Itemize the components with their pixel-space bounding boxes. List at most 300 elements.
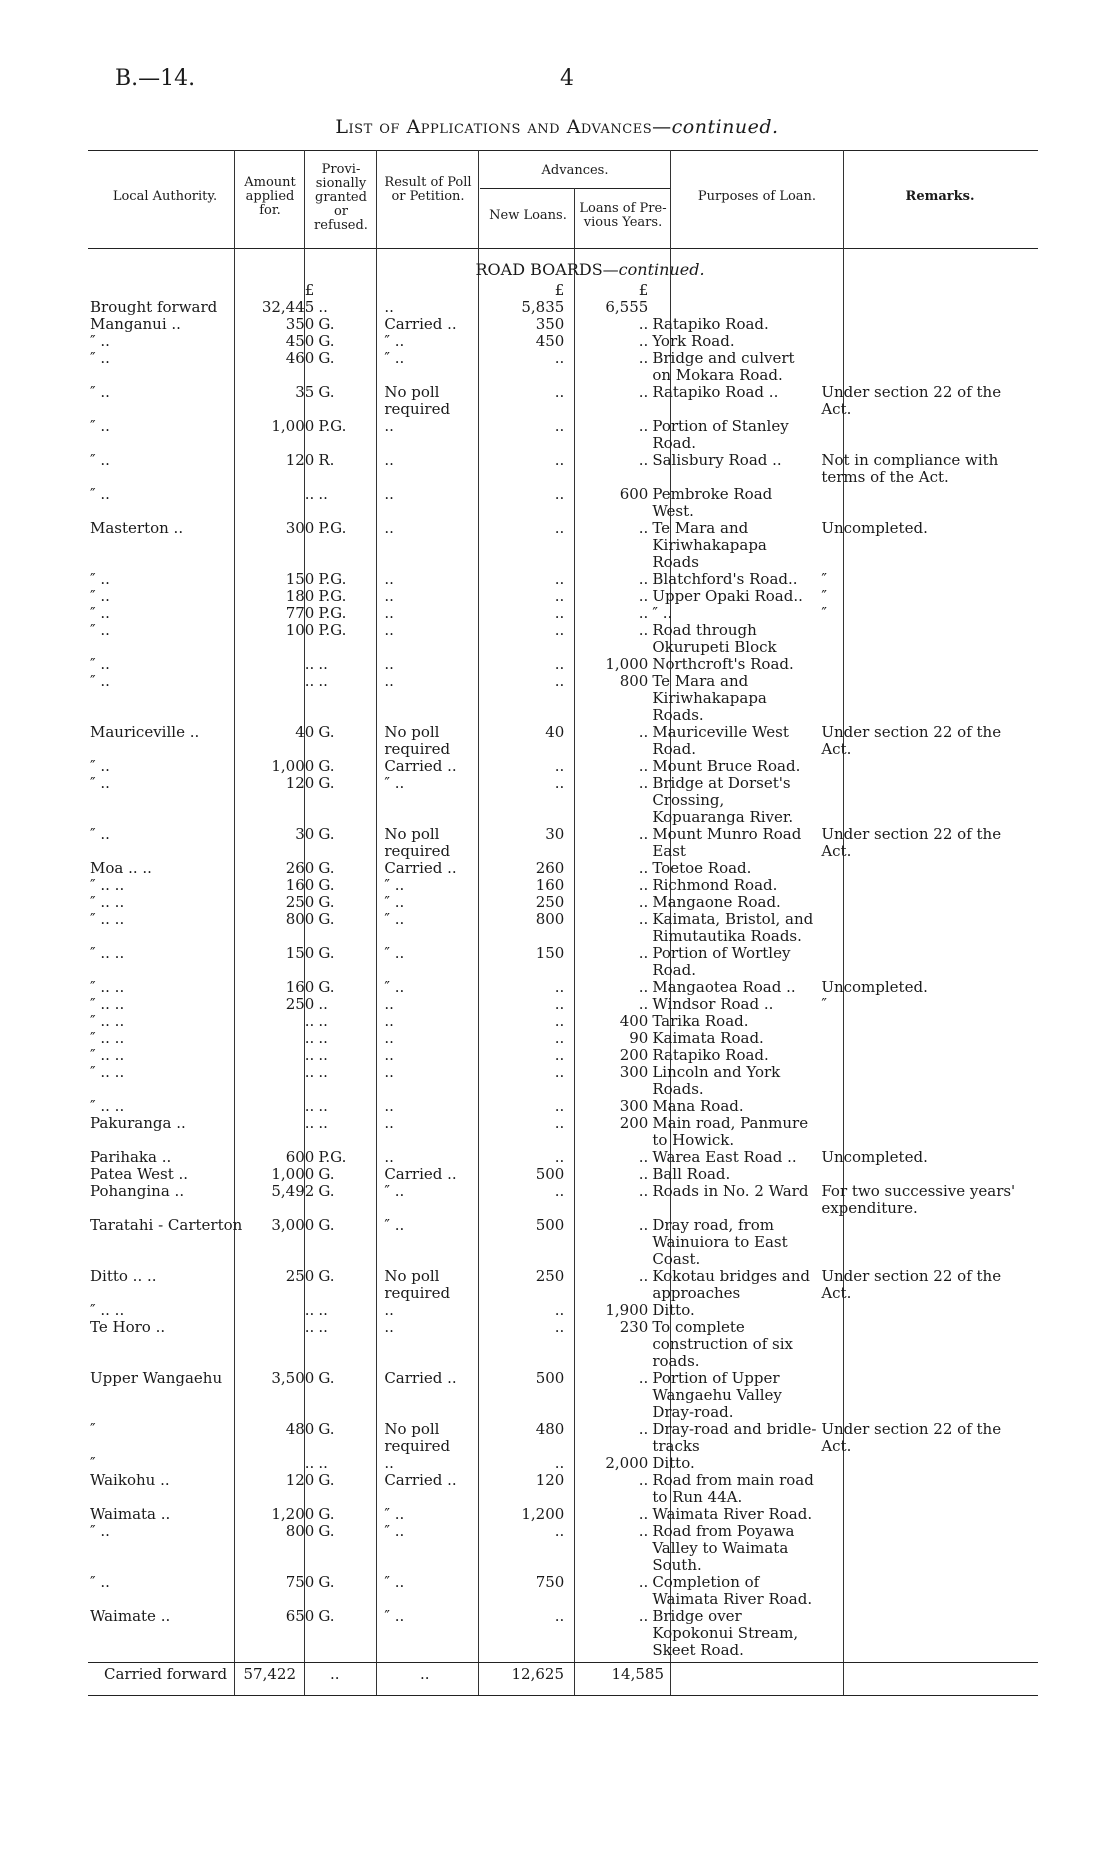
cell-new-loans: .. — [554, 349, 565, 367]
cell-amount: .. — [304, 1301, 315, 1319]
cell-remarks — [819, 673, 1033, 724]
section-title: ROAD BOARDS—continued. — [475, 260, 705, 279]
table-row — [88, 486, 1033, 520]
cell-local-authority: Manganui .. — [90, 316, 181, 333]
cell-result: No poll required — [384, 825, 451, 860]
cell-result: ″ .. — [384, 910, 405, 928]
cell-purpose: Salisbury Road .. — [652, 451, 782, 469]
table-row — [88, 1166, 1033, 1183]
cell-result: .. — [384, 1148, 394, 1166]
cell-purpose: Dray road, from Wainuiora to East Coast. — [652, 1216, 788, 1268]
cell-provisional: G. — [318, 349, 335, 367]
cell-remarks — [819, 1098, 1033, 1115]
cell-local-authority — [88, 282, 244, 299]
cell-previous-loans: 6,555 — [605, 298, 649, 316]
cell-amount: 1,000 — [271, 417, 315, 435]
cell-amount: 250 — [285, 893, 315, 911]
cell-local-authority: ″ .. — [90, 486, 110, 503]
cell-result: ″ .. — [384, 978, 405, 996]
cell-local-authority: ″ .. — [90, 588, 110, 605]
cell-previous-loans: 1,900 — [605, 1301, 649, 1319]
cell-remarks — [819, 1608, 1033, 1659]
header-result: Result of Poll or Petition. — [384, 175, 472, 204]
cell-local-authority: ″ .. — [90, 605, 110, 622]
cell-remarks — [819, 1370, 1033, 1421]
cell-provisional: G. — [318, 1165, 335, 1183]
cell-local-authority: ″ .. .. — [90, 1098, 125, 1115]
cell-remarks — [819, 1047, 1033, 1064]
cell-amount: 32,445 — [261, 298, 315, 316]
cell-local-authority: ″ .. .. — [90, 1047, 125, 1064]
cell-result: ″ .. — [384, 876, 405, 894]
footer-amount: 57,422 — [243, 1665, 296, 1683]
table-row — [88, 418, 1033, 452]
cell-local-authority: ″ .. — [90, 384, 110, 401]
cell-remarks — [819, 1030, 1033, 1047]
cell-provisional: G. — [318, 944, 335, 962]
cell-remarks — [819, 1319, 1033, 1370]
cell-previous-loans: .. — [638, 978, 649, 996]
cell-remarks: Uncompleted. — [821, 519, 928, 537]
table-row — [88, 1421, 1033, 1455]
cell-previous-loans: 300 — [619, 1097, 649, 1115]
cell-result: ″ .. — [384, 944, 405, 962]
cell-provisional: .. — [318, 485, 328, 503]
cell-purpose: Road from main road to Run 44A. — [652, 1471, 814, 1506]
cell-purpose: Mangaotea Road .. — [652, 978, 796, 996]
cell-new-loans: .. — [554, 995, 565, 1013]
cell-previous-loans: 300 — [619, 1063, 649, 1081]
cell-amount: 160 — [285, 876, 315, 894]
cell-purpose: Ratapiko Road. — [652, 315, 769, 333]
cell-amount: .. — [304, 672, 315, 690]
cell-previous-loans: .. — [638, 587, 649, 605]
table-row — [88, 877, 1033, 894]
cell-provisional: P.G. — [318, 621, 347, 639]
page-reference: B.—14. — [115, 66, 196, 91]
cell-result: .. — [384, 1029, 394, 1047]
cell-amount: .. — [304, 1318, 315, 1336]
cell-local-authority: ″ .. — [90, 622, 110, 639]
cell-amount: .. — [304, 1454, 315, 1472]
table-row — [88, 1013, 1033, 1030]
cell-purpose: Richmond Road. — [652, 876, 778, 894]
cell-new-loans: 1,200 — [521, 1505, 565, 1523]
cell-previous-loans: .. — [638, 1471, 649, 1489]
table-row — [88, 724, 1033, 758]
cell-provisional: G. — [318, 876, 335, 894]
header-provisional: Provi-sionally granted or refused. — [314, 162, 368, 233]
cell-amount: 3,000 — [271, 1216, 315, 1234]
cell-remarks: ″ — [821, 995, 827, 1013]
cell-amount: 450 — [285, 332, 315, 350]
table-row — [88, 588, 1033, 605]
cell-remarks — [819, 775, 1033, 826]
table-row — [88, 1370, 1033, 1421]
cell-new-loans: .. — [554, 1012, 565, 1030]
cell-remarks: ″ — [821, 604, 827, 622]
cell-amount: 40 — [295, 723, 315, 741]
cell-remarks: Under section 22 of the Act. — [821, 825, 1002, 860]
table-row — [88, 1115, 1033, 1149]
cell-result — [382, 282, 482, 299]
cell-provisional: .. — [318, 672, 328, 690]
cell-provisional: .. — [318, 995, 328, 1013]
table-row — [88, 1608, 1033, 1659]
cell-new-loans: £ — [554, 281, 565, 299]
cell-purpose: Mangaone Road. — [652, 893, 781, 911]
cell-provisional: G. — [318, 893, 335, 911]
table-row — [88, 979, 1033, 996]
currency-row — [88, 282, 1033, 299]
cell-remarks — [819, 1455, 1033, 1472]
cell-new-loans: .. — [554, 1607, 565, 1625]
cell-provisional: G. — [318, 1607, 335, 1625]
cell-purpose: Portion of Stanley Road. — [652, 417, 789, 452]
cell-amount: 460 — [285, 349, 315, 367]
cell-result: Carried .. — [384, 757, 457, 775]
cell-result: ″ .. — [384, 1573, 405, 1591]
cell-previous-loans: 800 — [619, 672, 649, 690]
cell-local-authority: ″ .. — [90, 1574, 110, 1591]
cell-remarks — [819, 1472, 1033, 1506]
cell-purpose: Pembroke Road West. — [652, 485, 773, 520]
cell-provisional: G. — [318, 723, 335, 741]
cell-remarks — [819, 1523, 1033, 1574]
cell-purpose: Toetoe Road. — [652, 859, 752, 877]
header-purposes: Purposes of Loan. — [697, 189, 817, 204]
cell-new-loans: 350 — [535, 315, 565, 333]
cell-amount: 30 — [295, 825, 315, 843]
cell-remarks: Under section 22 of the Act. — [821, 1267, 1002, 1302]
cell-local-authority: ″ .. .. — [90, 945, 125, 962]
advances-rule — [480, 188, 670, 189]
cell-amount: 120 — [285, 451, 315, 469]
cell-purpose — [650, 282, 819, 299]
cell-local-authority: ″ .. .. — [90, 877, 125, 894]
cell-previous-loans: .. — [638, 995, 649, 1013]
cell-result: .. — [384, 621, 394, 639]
cell-result: .. — [384, 298, 394, 316]
page-number: 4 — [560, 66, 574, 91]
cell-previous-loans: .. — [638, 519, 649, 537]
cell-amount: 600 — [285, 1148, 315, 1166]
cell-previous-loans: .. — [638, 349, 649, 367]
cell-provisional: G. — [318, 910, 335, 928]
cell-purpose: Road from Poyawa Valley to Waimata South. — [652, 1522, 795, 1574]
table-row — [88, 1217, 1033, 1268]
cell-purpose: Kaimata, Bristol, and Rimutautika Roads. — [652, 910, 814, 945]
table-row — [88, 1030, 1033, 1047]
cell-local-authority: ″ .. .. — [90, 911, 125, 928]
cell-provisional: .. — [318, 1114, 328, 1132]
cell-provisional — [316, 282, 382, 299]
table-row — [88, 1268, 1033, 1302]
cell-purpose: Bridge over Kopokonui Stream, Skeet Road. — [652, 1607, 799, 1659]
footer-top-rule — [88, 1662, 1038, 1663]
cell-previous-loans: .. — [638, 876, 649, 894]
cell-provisional: G. — [318, 757, 335, 775]
cell-remarks: Under section 22 of the Act. — [821, 383, 1002, 418]
cell-amount: 150 — [285, 944, 315, 962]
table-row — [88, 826, 1033, 860]
cell-remarks — [819, 418, 1033, 452]
cell-new-loans: .. — [554, 1318, 565, 1336]
cell-remarks — [819, 282, 1033, 299]
cell-result: .. — [384, 655, 394, 673]
cell-amount: 35 — [295, 383, 315, 401]
cell-local-authority: ″ .. — [90, 775, 110, 792]
cell-remarks: Under section 22 of the Act. — [821, 723, 1002, 758]
cell-result: ″ .. — [384, 1522, 405, 1540]
applications-table — [88, 282, 1033, 1659]
cell-purpose — [650, 299, 819, 316]
cell-purpose: Mana Road. — [652, 1097, 744, 1115]
cell-new-loans: .. — [554, 1114, 565, 1132]
cell-local-authority: ″ .. .. — [90, 979, 125, 996]
cell-result: .. — [384, 570, 394, 588]
cell-provisional: G. — [318, 1420, 335, 1438]
cell-previous-loans: .. — [638, 383, 649, 401]
cell-result: .. — [384, 1012, 394, 1030]
footer-label: Carried forward — [104, 1665, 228, 1683]
cell-amount: 250 — [285, 1267, 315, 1285]
cell-local-authority: ″ .. .. — [90, 1064, 125, 1081]
cell-new-loans: 250 — [535, 1267, 565, 1285]
cell-new-loans: .. — [554, 417, 565, 435]
table-top-rule — [88, 150, 1038, 151]
table-row — [88, 1098, 1033, 1115]
cell-new-loans: .. — [554, 451, 565, 469]
cell-provisional: G. — [318, 774, 335, 792]
cell-local-authority: Upper Wangaehu — [90, 1370, 223, 1387]
cell-remarks: Not in compliance with terms of the Act. — [821, 451, 999, 486]
cell-local-authority: Moa .. .. — [90, 860, 152, 877]
table-row — [88, 860, 1033, 877]
cell-result: .. — [384, 417, 394, 435]
cell-purpose: Bridge and culvert on Mokara Road. — [652, 349, 795, 384]
cell-remarks — [819, 877, 1033, 894]
cell-new-loans: .. — [554, 1046, 565, 1064]
cell-previous-loans: .. — [638, 604, 649, 622]
cell-new-loans: .. — [554, 570, 565, 588]
cell-provisional: P.G. — [318, 570, 347, 588]
cell-new-loans: .. — [554, 672, 565, 690]
cell-remarks — [819, 622, 1033, 656]
cell-previous-loans: .. — [638, 332, 649, 350]
cell-provisional: G. — [318, 978, 335, 996]
cell-provisional: G. — [318, 1522, 335, 1540]
cell-provisional: G. — [318, 1471, 335, 1489]
cell-result: Carried .. — [384, 315, 457, 333]
cell-previous-loans: 200 — [619, 1046, 649, 1064]
cell-result: .. — [384, 1114, 394, 1132]
cell-new-loans: .. — [554, 757, 565, 775]
table-row — [88, 571, 1033, 588]
cell-local-authority: ″ .. .. — [90, 996, 125, 1013]
cell-amount: .. — [304, 1029, 315, 1047]
cell-amount: 3,500 — [271, 1369, 315, 1387]
cell-new-loans: .. — [554, 383, 565, 401]
cell-previous-loans: 2,000 — [605, 1454, 649, 1472]
cell-local-authority: ″ .. .. — [90, 1013, 125, 1030]
cell-amount: 800 — [285, 910, 315, 928]
cell-purpose: Blatchford's Road.. — [652, 570, 798, 588]
cell-previous-loans: .. — [638, 944, 649, 962]
cell-amount: 160 — [285, 978, 315, 996]
cell-purpose: To complete construction of six roads. — [652, 1318, 793, 1370]
cell-result: .. — [384, 1063, 394, 1081]
cell-result: .. — [384, 672, 394, 690]
table-row — [88, 333, 1033, 350]
table-row — [88, 1506, 1033, 1523]
table-row — [88, 945, 1033, 979]
cell-purpose: Tarika Road. — [652, 1012, 749, 1030]
cell-amount: 770 — [285, 604, 315, 622]
cell-local-authority: ″ .. — [90, 758, 110, 775]
cell-result: Carried .. — [384, 1369, 457, 1387]
cell-previous-loans: .. — [638, 1216, 649, 1234]
cell-new-loans: .. — [554, 604, 565, 622]
cell-provisional: .. — [318, 1029, 328, 1047]
cell-amount: 120 — [285, 1471, 315, 1489]
cell-amount: .. — [304, 485, 315, 503]
cell-provisional: P.G. — [318, 587, 347, 605]
cell-amount: 650 — [285, 1607, 315, 1625]
cell-amount: 260 — [285, 859, 315, 877]
cell-previous-loans: .. — [638, 859, 649, 877]
cell-new-loans: .. — [554, 774, 565, 792]
cell-result: .. — [384, 485, 394, 503]
cell-purpose: Main road, Panmure to Howick. — [652, 1114, 809, 1149]
cell-previous-loans: 400 — [619, 1012, 649, 1030]
cell-previous-loans: .. — [638, 723, 649, 741]
cell-result: Carried .. — [384, 1471, 457, 1489]
cell-result: .. — [384, 519, 394, 537]
cell-purpose: Portion of Wortley Road. — [652, 944, 791, 979]
cell-local-authority: Ditto .. .. — [90, 1268, 157, 1285]
table-row — [88, 1574, 1033, 1608]
cell-local-authority: ″ .. .. — [90, 894, 125, 911]
cell-local-authority: ″ — [90, 1455, 96, 1472]
cell-previous-loans: .. — [638, 757, 649, 775]
cell-new-loans: .. — [554, 1097, 565, 1115]
cell-new-loans: 30 — [545, 825, 565, 843]
cell-provisional: G. — [318, 1267, 335, 1285]
table-row — [88, 1149, 1033, 1166]
cell-result: ″ .. — [384, 1182, 405, 1200]
cell-amount: 120 — [285, 774, 315, 792]
cell-provisional: G. — [318, 383, 335, 401]
footer-provisional: .. — [330, 1665, 340, 1683]
cell-amount: 800 — [285, 1522, 315, 1540]
cell-amount: 5,492 — [271, 1182, 315, 1200]
cell-amount: .. — [304, 655, 315, 673]
header-amount: Amount applied for. — [244, 175, 296, 218]
cell-previous-loans: £ — [638, 281, 649, 299]
cell-remarks: Uncompleted. — [821, 978, 928, 996]
cell-result: .. — [384, 587, 394, 605]
cell-provisional: P.G. — [318, 417, 347, 435]
cell-remarks: Uncompleted. — [821, 1148, 928, 1166]
cell-provisional: G. — [318, 1369, 335, 1387]
cell-provisional: .. — [318, 298, 328, 316]
cell-provisional: G. — [318, 825, 335, 843]
cell-local-authority: Waimate .. — [90, 1608, 171, 1625]
cell-purpose: Roads in No. 2 Ward — [652, 1182, 809, 1200]
cell-remarks — [819, 758, 1033, 775]
cell-amount: 480 — [285, 1420, 315, 1438]
cell-purpose: Kaimata Road. — [652, 1029, 764, 1047]
cell-amount: 300 — [285, 519, 315, 537]
cell-previous-loans: .. — [638, 1505, 649, 1523]
cell-previous-loans: .. — [638, 1148, 649, 1166]
cell-purpose: Mauriceville West Road. — [652, 723, 789, 758]
cell-result: ″ .. — [384, 1505, 405, 1523]
cell-remarks: Under section 22 of the Act. — [821, 1420, 1002, 1455]
table-row — [88, 452, 1033, 486]
cell-purpose: Windsor Road .. — [652, 995, 774, 1013]
cell-purpose: Lincoln and York Roads. — [652, 1063, 781, 1098]
table-row — [88, 605, 1033, 622]
cell-previous-loans: .. — [638, 621, 649, 639]
cell-provisional: .. — [318, 1301, 328, 1319]
table-row — [88, 1302, 1033, 1319]
cell-remarks — [819, 333, 1033, 350]
table-row — [88, 758, 1033, 775]
cell-purpose: Upper Opaki Road.. — [652, 587, 803, 605]
cell-local-authority: Waimata .. — [90, 1506, 171, 1523]
cell-amount: 350 — [285, 315, 315, 333]
cell-local-authority: ″ .. — [90, 333, 110, 350]
cell-local-authority: ″ .. — [90, 418, 110, 435]
cell-purpose: Mount Bruce Road. — [652, 757, 801, 775]
cell-new-loans: 40 — [545, 723, 565, 741]
cell-remarks — [819, 1302, 1033, 1319]
cell-local-authority: ″ .. — [90, 673, 110, 690]
cell-previous-loans: 1,000 — [605, 655, 649, 673]
cell-new-loans: 500 — [535, 1216, 565, 1234]
cell-provisional: G. — [318, 1505, 335, 1523]
cell-amount: 250 — [285, 995, 315, 1013]
header-new-loans: New Loans. — [489, 208, 567, 223]
cell-amount: 100 — [285, 621, 315, 639]
cell-result: No poll required — [384, 723, 451, 758]
cell-provisional: G. — [318, 332, 335, 350]
cell-purpose: Completion of Waimata River Road. — [652, 1573, 813, 1608]
page-title: List of Applications and Advances—continued. — [335, 116, 779, 138]
cell-local-authority: Taratahi - Carterton — [90, 1217, 243, 1234]
cell-result: .. — [384, 1046, 394, 1064]
cell-amount: .. — [304, 1012, 315, 1030]
cell-amount: .. — [304, 1114, 315, 1132]
cell-result: ″ .. — [384, 774, 405, 792]
cell-provisional: G. — [318, 315, 335, 333]
cell-result: .. — [384, 451, 394, 469]
cell-provisional: P.G. — [318, 604, 347, 622]
cell-result: .. — [384, 1318, 394, 1336]
footer-result: .. — [420, 1665, 430, 1683]
cell-result: No poll required — [384, 383, 451, 418]
table-row — [88, 622, 1033, 656]
cell-result: No poll required — [384, 1420, 451, 1455]
cell-purpose: Road through Okurupeti Block — [652, 621, 777, 656]
cell-remarks — [819, 894, 1033, 911]
cell-purpose: Dray-road and bridle-tracks — [652, 1420, 817, 1455]
table-row — [88, 316, 1033, 333]
cell-new-loans: .. — [554, 1029, 565, 1047]
cell-previous-loans: 230 — [619, 1318, 649, 1336]
